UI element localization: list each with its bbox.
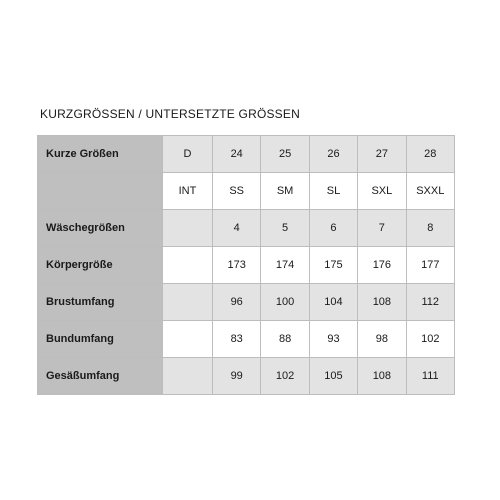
page-title: KURZGRÖSSEN / UNTERSETZTE GRÖSSEN [40,107,300,121]
table-cell: 112 [406,284,454,321]
row-label: Gesäßumfang [38,358,163,395]
table-cell: 98 [358,321,406,358]
table-cell: 7 [358,210,406,247]
table-cell: 173 [213,247,261,284]
row-label: Brustumfang [38,284,163,321]
table-row-int [38,173,455,210]
table-cell: 5 [261,210,309,247]
table-cell: 174 [261,247,309,284]
table-cell [163,358,213,395]
table-row-brustumfang [38,284,455,321]
table-cell: 8 [406,210,454,247]
table-cell: 99 [213,358,261,395]
table-row-kurze-groessen [38,136,455,173]
table-cell: 26 [309,136,357,173]
row-label: Körpergröße [38,247,163,284]
table-cell: INT [163,173,213,210]
table-cell: 105 [309,358,357,395]
table-cell [163,321,213,358]
table-row-gesaessumfang [38,358,455,395]
row-label: Wäschegrößen [38,210,163,247]
table-cell: 175 [309,247,357,284]
table-cell: 100 [261,284,309,321]
table-cell: SXXL [406,173,454,210]
table-cell: 6 [309,210,357,247]
table-cell: SM [261,173,309,210]
table-cell: 24 [213,136,261,173]
row-label [38,173,163,210]
table-cell: 176 [358,247,406,284]
table-cell: 108 [358,284,406,321]
size-chart-table [37,135,455,395]
table-cell [163,247,213,284]
table-cell: 108 [358,358,406,395]
table-cell [163,210,213,247]
table-cell: 104 [309,284,357,321]
table-cell: 96 [213,284,261,321]
table-row-waeschegroessen [38,210,455,247]
table-cell: 102 [261,358,309,395]
table-cell: 25 [261,136,309,173]
table-cell: SXL [358,173,406,210]
table-cell: 177 [406,247,454,284]
table-cell: 88 [261,321,309,358]
row-label: Kurze Größen [38,136,163,173]
table-cell: 27 [358,136,406,173]
table-cell [163,284,213,321]
table-cell: SL [309,173,357,210]
row-label: Bundumfang [38,321,163,358]
table-cell: 93 [309,321,357,358]
table-cell: 28 [406,136,454,173]
table-cell: 111 [406,358,454,395]
table-row-bundumfang [38,321,455,358]
table-cell: 4 [213,210,261,247]
table-cell: SS [213,173,261,210]
table-cell: 83 [213,321,261,358]
table-cell: D [163,136,213,173]
table-row-koerpergroesse [38,247,455,284]
table-cell: 102 [406,321,454,358]
